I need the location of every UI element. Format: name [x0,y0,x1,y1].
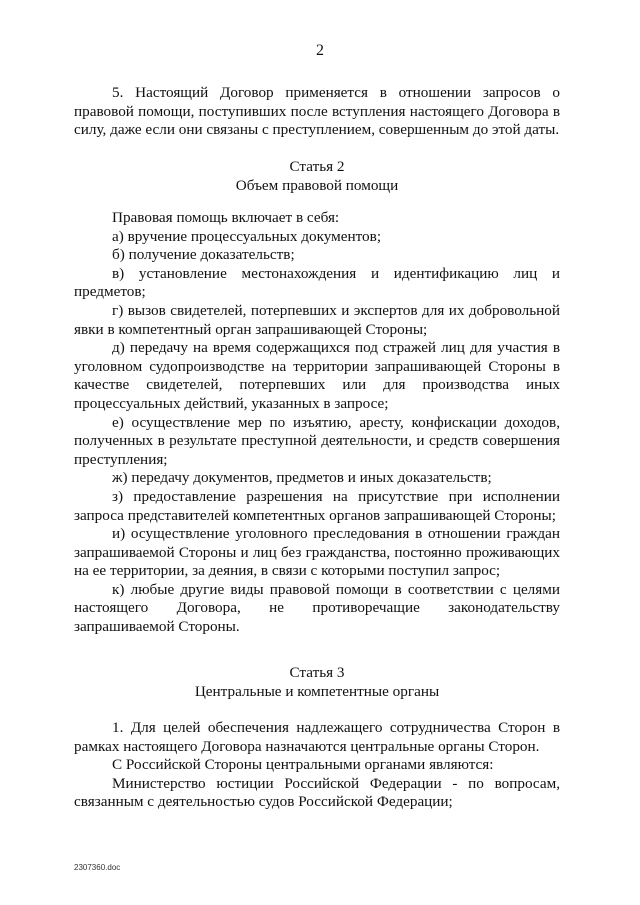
article-3-number: Статья 3 [289,664,345,681]
list-item-e: е) осуществление мер по изъятию, аресту, конфискации доходов, полученных в результате преступной деятельности, и средств совершения преступления; [74,413,560,468]
article-2-title: Объем правовой помощи [235,176,399,194]
article-2-number: Статья 2 [289,158,345,175]
list-item-z: з) предоставление разрешения на присутствие при исполнении запроса представителей компетентных органов запрашивающей Стороны; [74,487,560,524]
list-item-v: в) установление местонахождения и идентификацию лиц и предметов; [74,264,560,301]
article-2-body [74,209,560,637]
list-item-d: д) передачу на время содержащихся под стражей лиц для участия в уголовном судопроизводстве на территории запрашивающей Стороны в качестве свидетелей, потерпевших или для производства иных процессуальных действий, указанных в запросе; [74,339,560,412]
intro-block [74,84,560,140]
article-3-heading [74,664,560,701]
list-item-g: г) вызов свидетелей, потерпевших и экспертов для их добровольной явки в компетентный орган запрашивающей Стороны; [74,301,560,338]
list-item-k: к) любые другие виды правовой помощи в соответствии с целями настоящего Договора, не противоречащие законодательству запрашиваемой Стороны. [74,580,560,636]
list-item-b: б) получение доказательств; [112,246,295,264]
paragraph-5: 5. Настоящий Договор применяется в отношении запросов о правовой помощи, поступивших после вступления настоящего Договора в силу, даже если они связаны с преступлением, совершенным до этой даты. [74,84,560,139]
article-3-body [74,719,560,812]
article-3-paragraph-1: 1. Для целей обеспечения надлежащего сотрудничества Сторон в рамках настоящего Договора назначаются центральные органы Сторон. [74,719,560,755]
document-filename: 2307360.doc [74,863,121,872]
list-item-i: и) осуществление уголовного преследования в отношении граждан запрашиваемой Стороны и лиц без гражданства, постоянно проживающих на ее территории, за деяния, в связи с которыми поступил запрос; [74,525,560,580]
list-item-zh: ж) передачу документов, предметов и иных доказательств; [112,469,492,487]
article-2-lead: Правовая помощь включает в себя: [112,209,340,226]
article-2-heading [74,158,560,195]
page-number: 2 [316,42,324,59]
article-3-title: Центральные и компетентные органы [194,682,440,700]
article-3-paragraph-2: С Российской Стороны центральными органами являются: [112,756,494,774]
list-item-a: а) вручение процессуальных документов; [112,227,382,245]
article-3-paragraph-3: Министерство юстиции Российской Федерации - по вопросам, связанным с деятельностью судов Российской Федерации; [74,774,560,811]
